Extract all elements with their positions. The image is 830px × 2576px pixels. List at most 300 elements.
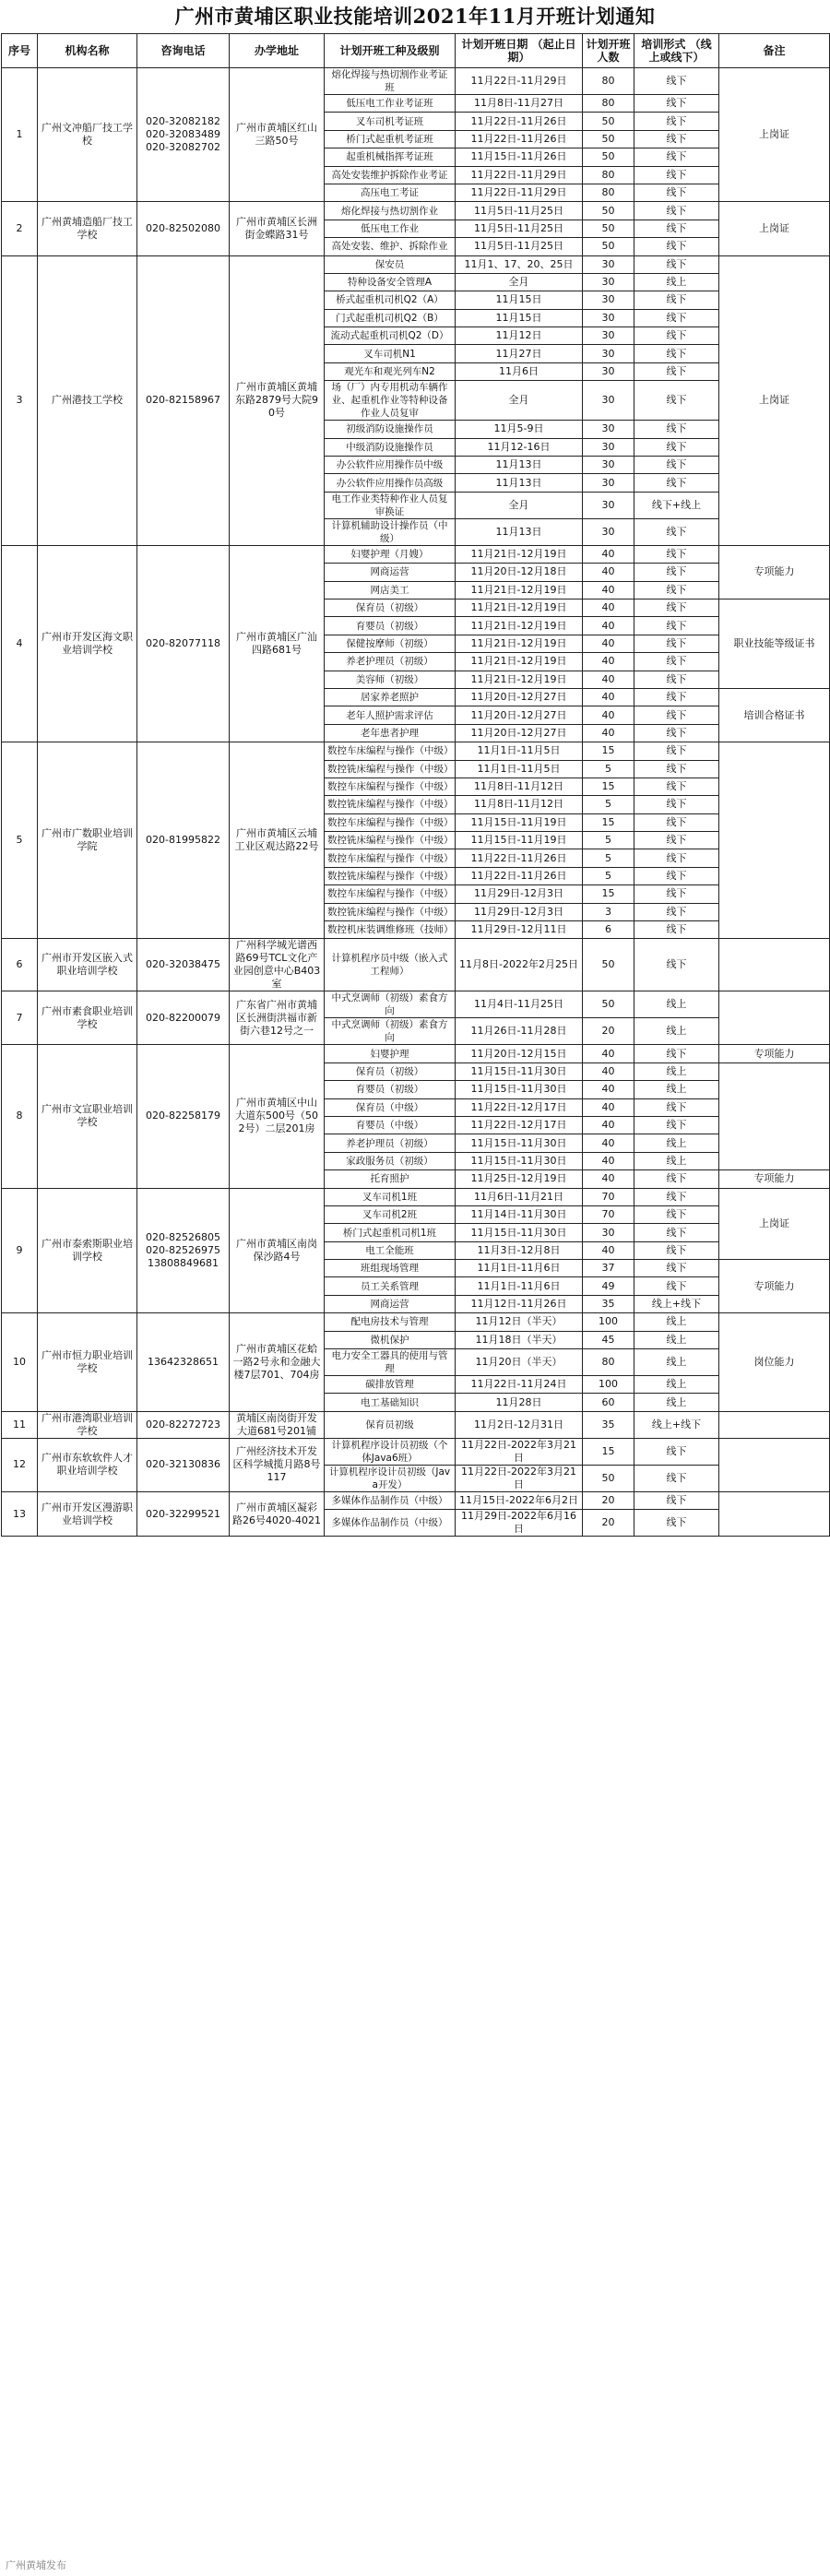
course-mode-cell: 线下 <box>634 255 719 273</box>
course-mode-cell: 线下 <box>634 545 719 563</box>
phone-cell: 020-81995822 <box>137 742 230 939</box>
table-row <box>2 1411 830 1438</box>
row-number-cell: 2 <box>2 202 38 255</box>
address-cell: 广州市黄埔区黄埔东路2879号大院90号 <box>230 255 325 545</box>
table-row <box>2 68 830 95</box>
course-type-cell: 高处安装、维护、拆除作业 <box>325 238 456 255</box>
course-mode-cell: 线下 <box>634 457 719 474</box>
course-type-cell: 保育员初级 <box>325 1411 456 1438</box>
phone-cell: 020-32130836 <box>137 1438 230 1491</box>
course-date-cell: 全月 <box>456 492 583 518</box>
header-cell: 计划开班日期 （起止日期） <box>456 34 583 68</box>
phone-cell: 020-32082182 020-32083489 020-32082702 <box>137 68 230 202</box>
course-mode-cell: 线下 <box>634 706 719 724</box>
course-type-cell: 养老护理员（初级） <box>325 1134 456 1152</box>
course-count-cell: 5 <box>583 849 634 867</box>
course-mode-cell: 线上 <box>634 1331 719 1348</box>
row-number-cell: 8 <box>2 1045 38 1188</box>
course-type-cell: 网店美工 <box>325 581 456 599</box>
course-count-cell: 50 <box>583 991 634 1018</box>
course-mode-cell: 线下 <box>634 832 719 849</box>
course-mode-cell: 线上+线下 <box>634 1295 719 1312</box>
course-date-cell: 11月15日-11月26日 <box>456 148 583 166</box>
remark-cell <box>719 1062 830 1169</box>
course-count-cell: 40 <box>583 653 634 671</box>
course-mode-cell: 线上 <box>634 1349 719 1376</box>
course-type-cell: 低压电工作业考证班 <box>325 95 456 113</box>
phone-cell: 020-82200079 <box>137 991 230 1045</box>
course-mode-cell: 线下 <box>634 671 719 688</box>
course-type-cell: 数控铣床编程与操作（中级） <box>325 832 456 849</box>
course-mode-cell: 线下 <box>634 742 719 760</box>
course-mode-cell: 线下 <box>634 68 719 95</box>
document-title: 广州市黄埔区职业技能培训2021年11月开班计划通知 <box>174 5 656 28</box>
course-date-cell: 11月25日-12月19日 <box>456 1170 583 1188</box>
course-type-cell: 计算机程序设计员初级（个体Java6班） <box>325 1438 456 1465</box>
course-count-cell: 80 <box>583 95 634 113</box>
course-date-cell: 11月15日-11月30日 <box>456 1134 583 1152</box>
course-mode-cell: 线下 <box>634 327 719 345</box>
row-number-cell: 1 <box>2 68 38 202</box>
course-date-cell: 11月1日-11月5日 <box>456 760 583 778</box>
course-type-cell: 育婴员（中级） <box>325 1116 456 1134</box>
course-mode-cell: 线下 <box>634 1170 719 1188</box>
course-date-cell: 11月22日-11月29日 <box>456 166 583 184</box>
phone-cell: 020-82077118 <box>137 545 230 742</box>
table-row <box>2 202 830 220</box>
course-type-cell: 妇婴护理 <box>325 1045 456 1062</box>
course-date-cell: 11月3日-12月8日 <box>456 1241 583 1259</box>
course-type-cell: 妇婴护理（月嫂） <box>325 545 456 563</box>
header-cell: 计划开班工种及级别 <box>325 34 456 68</box>
course-date-cell: 11月22日-12月17日 <box>456 1116 583 1134</box>
course-date-cell: 11月20日（半天） <box>456 1349 583 1376</box>
remark-cell <box>719 1438 830 1491</box>
institution-name-cell: 广州市港湾职业培训学校 <box>38 1411 137 1438</box>
course-count-cell: 50 <box>583 939 634 991</box>
course-mode-cell: 线下 <box>634 921 719 939</box>
course-date-cell: 11月22日-11月26日 <box>456 849 583 867</box>
institution-name-cell: 广州市开发区海文职业培训学校 <box>38 545 137 742</box>
course-mode-cell: 线上 <box>634 1018 719 1045</box>
address-cell: 广州市黄埔区凝彩路26号4020-4021 <box>230 1491 325 1536</box>
course-type-cell: 场（厂）内专用机动车辆作业、起重机作业等特种设备作业人员复审 <box>325 381 456 421</box>
table-row <box>2 1491 830 1509</box>
course-date-cell: 11月22日-11月26日 <box>456 113 583 130</box>
course-date-cell: 11月21日-12月19日 <box>456 653 583 671</box>
address-cell: 黄埔区南岗街开发大道681号201铺 <box>230 1411 325 1438</box>
course-count-cell: 40 <box>583 1081 634 1098</box>
course-count-cell: 40 <box>583 724 634 742</box>
phone-cell: 020-82502080 <box>137 202 230 255</box>
course-date-cell: 11月15日 <box>456 309 583 326</box>
course-date-cell: 11月21日-12月19日 <box>456 545 583 563</box>
course-count-cell: 5 <box>583 832 634 849</box>
course-mode-cell: 线下 <box>634 95 719 113</box>
course-count-cell: 30 <box>583 362 634 380</box>
course-type-cell: 老年人照护需求评估 <box>325 706 456 724</box>
course-date-cell: 11月12日-11月26日 <box>456 1295 583 1312</box>
course-date-cell: 11月15日-11月19日 <box>456 813 583 831</box>
course-mode-cell: 线下 <box>634 1205 719 1223</box>
course-count-cell: 5 <box>583 796 634 813</box>
course-type-cell: 配电房技术与管理 <box>325 1313 456 1331</box>
course-date-cell: 11月5-9日 <box>456 421 583 438</box>
course-date-cell: 11月28日 <box>456 1394 583 1411</box>
course-type-cell: 起重机械指挥考证班 <box>325 148 456 166</box>
header-cell: 机构名称 <box>38 34 137 68</box>
course-count-cell: 40 <box>583 1062 634 1080</box>
remark-cell: 上岗证 <box>719 255 830 545</box>
course-type-cell: 美容师（初级） <box>325 671 456 688</box>
course-mode-cell: 线下 <box>634 148 719 166</box>
course-mode-cell: 线上 <box>634 1062 719 1080</box>
remark-cell: 上岗证 <box>719 202 830 255</box>
course-date-cell: 11月13日 <box>456 457 583 474</box>
course-mode-cell: 线下 <box>634 688 719 706</box>
course-mode-cell: 线下 <box>634 309 719 326</box>
institution-name-cell: 广州市文宣职业培训学校 <box>38 1045 137 1188</box>
course-date-cell: 11月21日-12月19日 <box>456 671 583 688</box>
phone-cell: 020-32299521 <box>137 1491 230 1536</box>
course-date-cell: 11月8日-11月27日 <box>456 95 583 113</box>
course-mode-cell: 线下 <box>634 345 719 362</box>
course-count-cell: 5 <box>583 867 634 884</box>
course-type-cell: 叉车司机N1 <box>325 345 456 362</box>
address-cell: 广州市黄埔区红山三路50号 <box>230 68 325 202</box>
course-mode-cell: 线下 <box>634 1491 719 1509</box>
course-type-cell: 桥式起重机司机Q2（A） <box>325 291 456 309</box>
course-count-cell: 40 <box>583 671 634 688</box>
course-count-cell: 49 <box>583 1277 634 1295</box>
course-date-cell: 11月29日-12月3日 <box>456 885 583 903</box>
course-date-cell: 11月5日-11月25日 <box>456 202 583 220</box>
course-type-cell: 初级消防设施操作员 <box>325 421 456 438</box>
institution-name-cell: 广州市广数职业培训学院 <box>38 742 137 939</box>
course-count-cell: 30 <box>583 1224 634 1241</box>
course-count-cell: 30 <box>583 381 634 421</box>
course-type-cell: 电力安全工器具的使用与管理 <box>325 1349 456 1376</box>
course-date-cell: 11月15日-2022年6月2日 <box>456 1491 583 1509</box>
remark-cell <box>719 991 830 1045</box>
table-row <box>2 1438 830 1465</box>
course-type-cell: 桥门式起重机司机1班 <box>325 1224 456 1241</box>
course-mode-cell: 线下 <box>634 1098 719 1116</box>
row-number-cell: 10 <box>2 1313 38 1412</box>
course-count-cell: 37 <box>583 1260 634 1277</box>
course-count-cell: 50 <box>583 113 634 130</box>
course-type-cell: 保安员 <box>325 255 456 273</box>
course-count-cell: 35 <box>583 1295 634 1312</box>
course-date-cell: 11月22日-12月17日 <box>456 1098 583 1116</box>
header-cell: 办学地址 <box>230 34 325 68</box>
remark-cell: 专项能力 <box>719 1170 830 1188</box>
course-count-cell: 40 <box>583 581 634 599</box>
institution-name-cell: 广州市恒力职业培训学校 <box>38 1313 137 1412</box>
institution-name-cell: 广州市开发区嵌入式职业培训学校 <box>38 939 137 991</box>
row-number-cell: 7 <box>2 991 38 1045</box>
course-mode-cell: 线下 <box>634 635 719 652</box>
address-cell: 广东省广州市黄埔区长洲街洪福市新街六巷12号之一 <box>230 991 325 1045</box>
course-date-cell: 11月27日 <box>456 345 583 362</box>
course-type-cell: 家政服务员（初级） <box>325 1152 456 1169</box>
table-row <box>2 1313 830 1331</box>
course-type-cell: 老年患者护理 <box>325 724 456 742</box>
course-type-cell: 数控铣床编程与操作（中级） <box>325 903 456 920</box>
phone-cell: 020-32038475 <box>137 939 230 991</box>
course-type-cell: 叉车司机考证班 <box>325 113 456 130</box>
course-date-cell: 11月2日-12月31日 <box>456 1411 583 1438</box>
table-row <box>2 939 830 991</box>
course-date-cell: 11月22日-2022年3月21日 <box>456 1465 583 1491</box>
course-type-cell: 托育照护 <box>325 1170 456 1188</box>
course-mode-cell: 线下 <box>634 421 719 438</box>
course-date-cell: 11月12日 <box>456 327 583 345</box>
course-count-cell: 30 <box>583 474 634 492</box>
course-mode-cell: 线下 <box>634 617 719 635</box>
course-count-cell: 70 <box>583 1205 634 1223</box>
course-count-cell: 40 <box>583 617 634 635</box>
course-mode-cell: 线下 <box>634 1260 719 1277</box>
course-mode-cell: 线下 <box>634 1116 719 1134</box>
course-count-cell: 30 <box>583 291 634 309</box>
course-count-cell: 20 <box>583 1018 634 1045</box>
course-count-cell: 40 <box>583 1134 634 1152</box>
course-type-cell: 门式起重机司机Q2（B） <box>325 309 456 326</box>
course-type-cell: 保育员（初级） <box>325 599 456 616</box>
course-mode-cell: 线下 <box>634 291 719 309</box>
course-mode-cell: 线下 <box>634 1188 719 1205</box>
course-type-cell: 叉车司机2班 <box>325 1205 456 1223</box>
remark-cell: 专项能力 <box>719 1045 830 1062</box>
course-date-cell: 11月15日-11月30日 <box>456 1062 583 1080</box>
remark-cell: 培训合格证书 <box>719 688 830 742</box>
course-count-cell: 50 <box>583 238 634 255</box>
header-cell: 培训形式 （线上或线下） <box>634 34 719 68</box>
course-date-cell: 11月1日-11月6日 <box>456 1277 583 1295</box>
course-mode-cell: 线下 <box>634 778 719 795</box>
course-mode-cell: 线下 <box>634 238 719 255</box>
course-count-cell: 45 <box>583 1331 634 1348</box>
course-count-cell: 80 <box>583 166 634 184</box>
course-mode-cell: 线上 <box>634 1152 719 1169</box>
course-mode-cell: 线下 <box>634 220 719 237</box>
course-count-cell: 80 <box>583 68 634 95</box>
course-type-cell: 多媒体作品制作员（中级） <box>325 1510 456 1537</box>
course-type-cell: 数控机床装调维修班（技师） <box>325 921 456 939</box>
course-count-cell: 80 <box>583 1349 634 1376</box>
header-cell: 备注 <box>719 34 830 68</box>
course-mode-cell: 线下 <box>634 166 719 184</box>
course-count-cell: 3 <box>583 903 634 920</box>
course-mode-cell: 线上 <box>634 273 719 291</box>
course-mode-cell: 线下 <box>634 564 719 581</box>
course-date-cell: 11月13日 <box>456 518 583 545</box>
course-mode-cell: 线下 <box>634 1045 719 1062</box>
course-date-cell: 11月13日 <box>456 474 583 492</box>
course-date-cell: 11月22日-11月26日 <box>456 867 583 884</box>
course-date-cell: 11月21日-12月19日 <box>456 581 583 599</box>
course-type-cell: 员工关系管理 <box>325 1277 456 1295</box>
course-date-cell: 11月29日-12月3日 <box>456 903 583 920</box>
table-row <box>2 742 830 760</box>
course-type-cell: 计算机程序设计员初级（Java开发） <box>325 1465 456 1491</box>
course-type-cell: 数控车床编程与操作（中级） <box>325 849 456 867</box>
course-mode-cell: 线下 <box>634 1465 719 1491</box>
course-type-cell: 保健按摩师（初级） <box>325 635 456 652</box>
course-mode-cell: 线下 <box>634 438 719 456</box>
course-date-cell: 11月22日-11月29日 <box>456 68 583 95</box>
course-count-cell: 40 <box>583 635 634 652</box>
course-count-cell: 30 <box>583 457 634 474</box>
course-count-cell: 30 <box>583 492 634 518</box>
course-mode-cell: 线下 <box>634 885 719 903</box>
course-mode-cell: 线下 <box>634 867 719 884</box>
course-type-cell: 居家养老照护 <box>325 688 456 706</box>
course-mode-cell: 线下 <box>634 113 719 130</box>
course-mode-cell: 线下 <box>634 581 719 599</box>
remark-cell <box>719 1491 830 1536</box>
course-count-cell: 30 <box>583 309 634 326</box>
course-date-cell: 11月21日-12月19日 <box>456 599 583 616</box>
address-cell: 广州科学城光谱西路69号TCL文化产业园创意中心B403室 <box>230 939 325 991</box>
course-date-cell: 11月22日-11月26日 <box>456 130 583 148</box>
course-date-cell: 11月4日-11月25日 <box>456 991 583 1018</box>
course-mode-cell: 线下+线上 <box>634 492 719 518</box>
course-count-cell: 50 <box>583 220 634 237</box>
remark-cell: 岗位能力 <box>719 1313 830 1412</box>
course-count-cell: 40 <box>583 545 634 563</box>
remark-cell <box>719 742 830 939</box>
course-mode-cell: 线上 <box>634 1134 719 1152</box>
course-mode-cell: 线下 <box>634 796 719 813</box>
course-type-cell: 多媒体作品制作员（中级） <box>325 1491 456 1509</box>
course-date-cell: 11月22日-11月24日 <box>456 1376 583 1394</box>
course-mode-cell: 线下 <box>634 1224 719 1241</box>
course-mode-cell: 线下 <box>634 474 719 492</box>
course-type-cell: 桥门式起重机考证班 <box>325 130 456 148</box>
course-type-cell: 计算机辅助设计操作员（中级） <box>325 518 456 545</box>
row-number-cell: 4 <box>2 545 38 742</box>
course-mode-cell: 线下 <box>634 1438 719 1465</box>
course-mode-cell: 线下 <box>634 760 719 778</box>
course-date-cell: 全月 <box>456 381 583 421</box>
course-date-cell: 11月12-16日 <box>456 438 583 456</box>
course-type-cell: 网商运营 <box>325 1295 456 1312</box>
course-mode-cell: 线上 <box>634 1376 719 1394</box>
course-type-cell: 数控铣床编程与操作（中级） <box>325 760 456 778</box>
institution-name-cell: 广州黄埔造船厂技工学校 <box>38 202 137 255</box>
row-number-cell: 12 <box>2 1438 38 1491</box>
course-mode-cell: 线下 <box>634 130 719 148</box>
address-cell: 广州市黄埔区长洲街金蝶路31号 <box>230 202 325 255</box>
course-mode-cell: 线下 <box>634 1510 719 1537</box>
course-date-cell: 11月20日-12月27日 <box>456 724 583 742</box>
course-type-cell: 电工全能班 <box>325 1241 456 1259</box>
course-date-cell: 11月20日-12月18日 <box>456 564 583 581</box>
course-date-cell: 11月22日-2022年3月21日 <box>456 1438 583 1465</box>
course-mode-cell: 线上 <box>634 1394 719 1411</box>
course-date-cell: 11月1、17、20、25日 <box>456 255 583 273</box>
course-mode-cell: 线下 <box>634 362 719 380</box>
course-mode-cell: 线下 <box>634 849 719 867</box>
course-type-cell: 育婴员（初级） <box>325 617 456 635</box>
course-mode-cell: 线下 <box>634 1241 719 1259</box>
course-count-cell: 15 <box>583 813 634 831</box>
remark-cell: 专项能力 <box>719 1260 830 1313</box>
training-plan-table <box>1 33 830 1537</box>
course-type-cell: 数控车床编程与操作（中级） <box>325 742 456 760</box>
course-type-cell: 网商运营 <box>325 564 456 581</box>
row-number-cell: 5 <box>2 742 38 939</box>
course-count-cell: 30 <box>583 345 634 362</box>
course-count-cell: 40 <box>583 1098 634 1116</box>
course-count-cell: 6 <box>583 921 634 939</box>
course-date-cell: 11月29日-2022年6月16日 <box>456 1510 583 1537</box>
course-date-cell: 11月6日 <box>456 362 583 380</box>
row-number-cell: 9 <box>2 1188 38 1313</box>
course-date-cell: 11月21日-12月19日 <box>456 617 583 635</box>
course-type-cell: 数控车床编程与操作（中级） <box>325 885 456 903</box>
header-cell: 序号 <box>2 34 38 68</box>
course-count-cell: 50 <box>583 1465 634 1491</box>
course-count-cell: 40 <box>583 1045 634 1062</box>
course-type-cell: 熔化焊接与热切割作业 <box>325 202 456 220</box>
course-date-cell: 11月15日-11月30日 <box>456 1224 583 1241</box>
course-date-cell: 11月6日-11月21日 <box>456 1188 583 1205</box>
table-row <box>2 255 830 273</box>
course-date-cell: 全月 <box>456 273 583 291</box>
course-mode-cell: 线下 <box>634 518 719 545</box>
course-mode-cell: 线上+线下 <box>634 1411 719 1438</box>
course-type-cell: 观光车和观光列车N2 <box>325 362 456 380</box>
course-date-cell: 11月18日（半天） <box>456 1331 583 1348</box>
course-count-cell: 15 <box>583 1438 634 1465</box>
course-date-cell: 11月29日-12月11日 <box>456 921 583 939</box>
course-count-cell: 30 <box>583 421 634 438</box>
course-date-cell: 11月1日-11月5日 <box>456 742 583 760</box>
address-cell: 广州市黄埔区云埔工业区观达路22号 <box>230 742 325 939</box>
phone-cell: 020-82158967 <box>137 255 230 545</box>
course-type-cell: 电工基础知识 <box>325 1394 456 1411</box>
course-count-cell: 40 <box>583 1170 634 1188</box>
row-number-cell: 13 <box>2 1491 38 1536</box>
course-type-cell: 叉车司机1班 <box>325 1188 456 1205</box>
table-body <box>2 68 830 1537</box>
course-date-cell: 11月26日-11月28日 <box>456 1018 583 1045</box>
course-mode-cell: 线上 <box>634 1313 719 1331</box>
course-count-cell: 20 <box>583 1491 634 1509</box>
course-date-cell: 11月20日-12月27日 <box>456 688 583 706</box>
course-count-cell: 40 <box>583 1152 634 1169</box>
course-mode-cell: 线下 <box>634 1277 719 1295</box>
course-mode-cell: 线下 <box>634 813 719 831</box>
address-cell: 广州市黄埔区广汕四路681号 <box>230 545 325 742</box>
course-date-cell: 11月15日-11月19日 <box>456 832 583 849</box>
course-type-cell: 养老护理员（初级） <box>325 653 456 671</box>
course-count-cell: 30 <box>583 327 634 345</box>
course-date-cell: 11月20日-12月27日 <box>456 706 583 724</box>
course-type-cell: 数控车床编程与操作（中级） <box>325 778 456 795</box>
address-cell: 广州市黄埔区中山大道东500号（502号）二层201房 <box>230 1045 325 1188</box>
course-count-cell: 40 <box>583 688 634 706</box>
phone-cell: 020-82272723 <box>137 1411 230 1438</box>
course-type-cell: 电工作业类特种作业人员复审换证 <box>325 492 456 518</box>
course-type-cell: 高处安装维护拆除作业考证 <box>325 166 456 184</box>
course-count-cell: 30 <box>583 518 634 545</box>
course-type-cell: 数控铣床编程与操作（中级） <box>325 796 456 813</box>
table-row <box>2 991 830 1018</box>
